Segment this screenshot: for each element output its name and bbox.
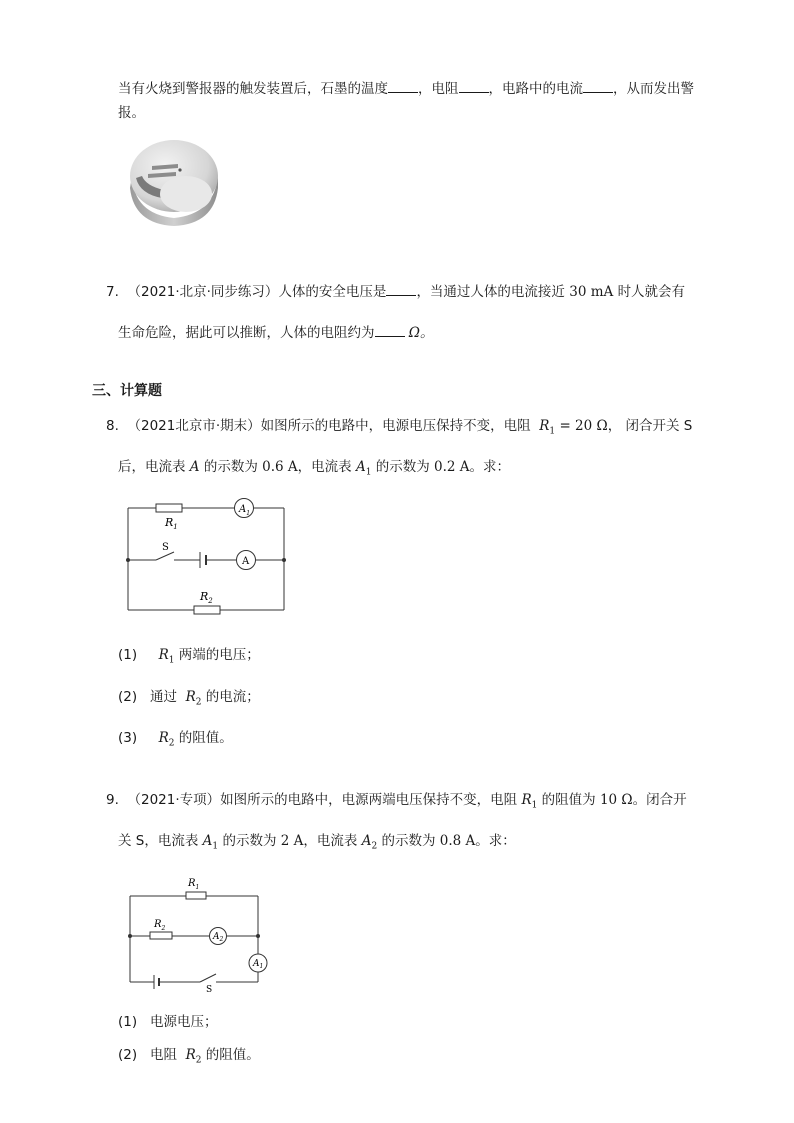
q9-text: 如图所示的电路中，电源两端电压保持不变，电阻 — [220, 792, 518, 808]
q8-text: 的示数为 — [203, 459, 258, 475]
q6-text: ，从而发出警 — [613, 81, 694, 97]
item-number: (2) — [118, 689, 138, 705]
q7-line2 — [118, 322, 434, 343]
switch-s — [200, 974, 216, 982]
item-number: (3) — [118, 730, 138, 746]
ammeter-a1-symbol: $A_1$ — [202, 833, 219, 852]
item-text: 的阻值。 — [178, 730, 233, 746]
q6-text: 当有火烧到警报器的触发装置后，石墨的温度 — [118, 81, 388, 97]
q8-line2 — [118, 457, 510, 483]
switch-s — [156, 552, 174, 560]
q7-text: 人体的安全电压是 — [278, 284, 387, 300]
q9-text: 电流表 — [316, 833, 358, 849]
q8-text: 后，电流表 — [118, 459, 186, 475]
q8-circuit-diagram — [124, 494, 290, 616]
question-number: 7. — [106, 284, 119, 300]
resistor-r2 — [150, 932, 172, 939]
switch-label: S — [683, 418, 693, 434]
q8-item-2 — [118, 687, 260, 713]
a1-label: $A_1$ — [239, 504, 251, 517]
q7-text: ，当通过人体的电流接近 — [416, 284, 565, 300]
ammeter-a1-symbol: $A_1$ — [355, 459, 372, 478]
r1-symbol: $R_1$ — [539, 418, 556, 437]
r1-value: = 20 Ω， — [559, 418, 622, 434]
question-source: （2021北京市·期末） — [127, 418, 261, 434]
r1-label: $R_1$ — [188, 878, 200, 891]
q8-item-1 — [118, 645, 260, 671]
answer-blank[interactable] — [388, 78, 418, 93]
q6-text: ，电路中的电流 — [488, 81, 583, 97]
r2-symbol: $R_2$ — [158, 730, 175, 749]
a2-label: $A_2$ — [213, 932, 224, 943]
q8-text: 闭合开关 — [625, 418, 680, 434]
ammeter-a-value: 0.6 A， — [262, 459, 312, 475]
junction-node — [256, 934, 260, 938]
junction-node — [128, 934, 132, 938]
q6-line2: 报。 — [118, 105, 145, 121]
q9-text: 的示数为 — [222, 833, 277, 849]
item-text: 两端的电压； — [178, 647, 260, 663]
unit-ohm: Ω。 — [408, 325, 434, 341]
resistor-r2 — [194, 606, 220, 614]
q9-text: 的示数为 — [381, 833, 436, 849]
item-text: 的电流； — [205, 689, 260, 705]
item-text: 电阻 — [150, 1047, 177, 1063]
answer-blank[interactable] — [583, 78, 613, 93]
item-number: (2) — [118, 1047, 138, 1063]
r2-label: $R_2$ — [154, 919, 166, 932]
s-label: S — [206, 985, 213, 994]
answer-blank[interactable] — [386, 281, 416, 296]
ammeter-symbol: A — [189, 459, 200, 475]
question-source: （2021·北京·同步练习） — [127, 284, 279, 300]
q9-text: 关 — [118, 833, 132, 849]
q8-line1 — [106, 416, 692, 442]
smoke-detector-image — [126, 136, 222, 228]
answer-blank[interactable] — [459, 78, 489, 93]
r1-symbol: $R_1$ — [158, 647, 175, 666]
item-text: 电源电压； — [150, 1014, 218, 1030]
section-title: 三、计算题 — [92, 383, 162, 399]
question-number: 9. — [106, 792, 119, 808]
r2-label: $R_2$ — [200, 590, 213, 605]
q8-item-3 — [118, 728, 233, 754]
current-value: 30 mA — [569, 284, 614, 300]
switch-label: S， — [135, 833, 158, 849]
item-text: 通过 — [150, 689, 177, 705]
q8-text: 的示数为 — [375, 459, 430, 475]
q9-line2 — [118, 831, 516, 857]
q9-item-2 — [118, 1045, 260, 1071]
ammeter-a2-value: 0.8 A。 — [439, 833, 489, 849]
q9-text: 求： — [488, 833, 516, 849]
q9-line1 — [106, 790, 687, 816]
ammeter-a2-symbol: $A_2$ — [361, 833, 378, 852]
r2-symbol: $R_2$ — [185, 1047, 202, 1066]
q9-text: 的阻值为 — [541, 792, 596, 808]
question-source: （2021·专项） — [127, 792, 221, 808]
q7-text: 时人就会有 — [617, 284, 686, 300]
s-label: S — [162, 542, 169, 553]
r1-value: 10 Ω。 — [599, 792, 647, 808]
r1-label: $R_1$ — [165, 516, 178, 531]
r2-symbol: $R_2$ — [185, 689, 202, 708]
answer-blank[interactable] — [375, 322, 405, 337]
r1-symbol: $R_1$ — [521, 792, 538, 811]
q8-text: 如图所示的电路中，电源电压保持不变，电阻 — [260, 418, 531, 434]
item-number: (1) — [118, 647, 138, 663]
q7-text: 生命危险，据此可以推断，人体的电阻约为 — [118, 325, 375, 341]
question-number: 8. — [106, 418, 119, 434]
q9-circuit-diagram — [124, 870, 274, 994]
resistor-r1 — [156, 504, 182, 512]
ammeter-a1-value: 0.2 A。 — [434, 459, 484, 475]
junction-node — [282, 558, 286, 562]
q9-item-1 — [118, 1012, 218, 1032]
ammeter-a1-value: 2 A， — [280, 833, 317, 849]
a-label: A — [242, 556, 250, 567]
q8-text: 求： — [483, 459, 511, 475]
a1-label: $A_1$ — [253, 959, 264, 970]
q6-text: ，电阻 — [418, 81, 459, 97]
item-number: (1) — [118, 1014, 138, 1030]
junction-node — [126, 558, 130, 562]
item-text: 的阻值。 — [205, 1047, 260, 1063]
resistor-r1 — [186, 892, 206, 899]
q9-text: 电流表 — [157, 833, 199, 849]
q6-line1 — [118, 78, 694, 99]
q8-text: 电流表 — [311, 459, 352, 475]
q7-line1 — [106, 281, 685, 302]
q9-text: 闭合开 — [646, 792, 687, 808]
